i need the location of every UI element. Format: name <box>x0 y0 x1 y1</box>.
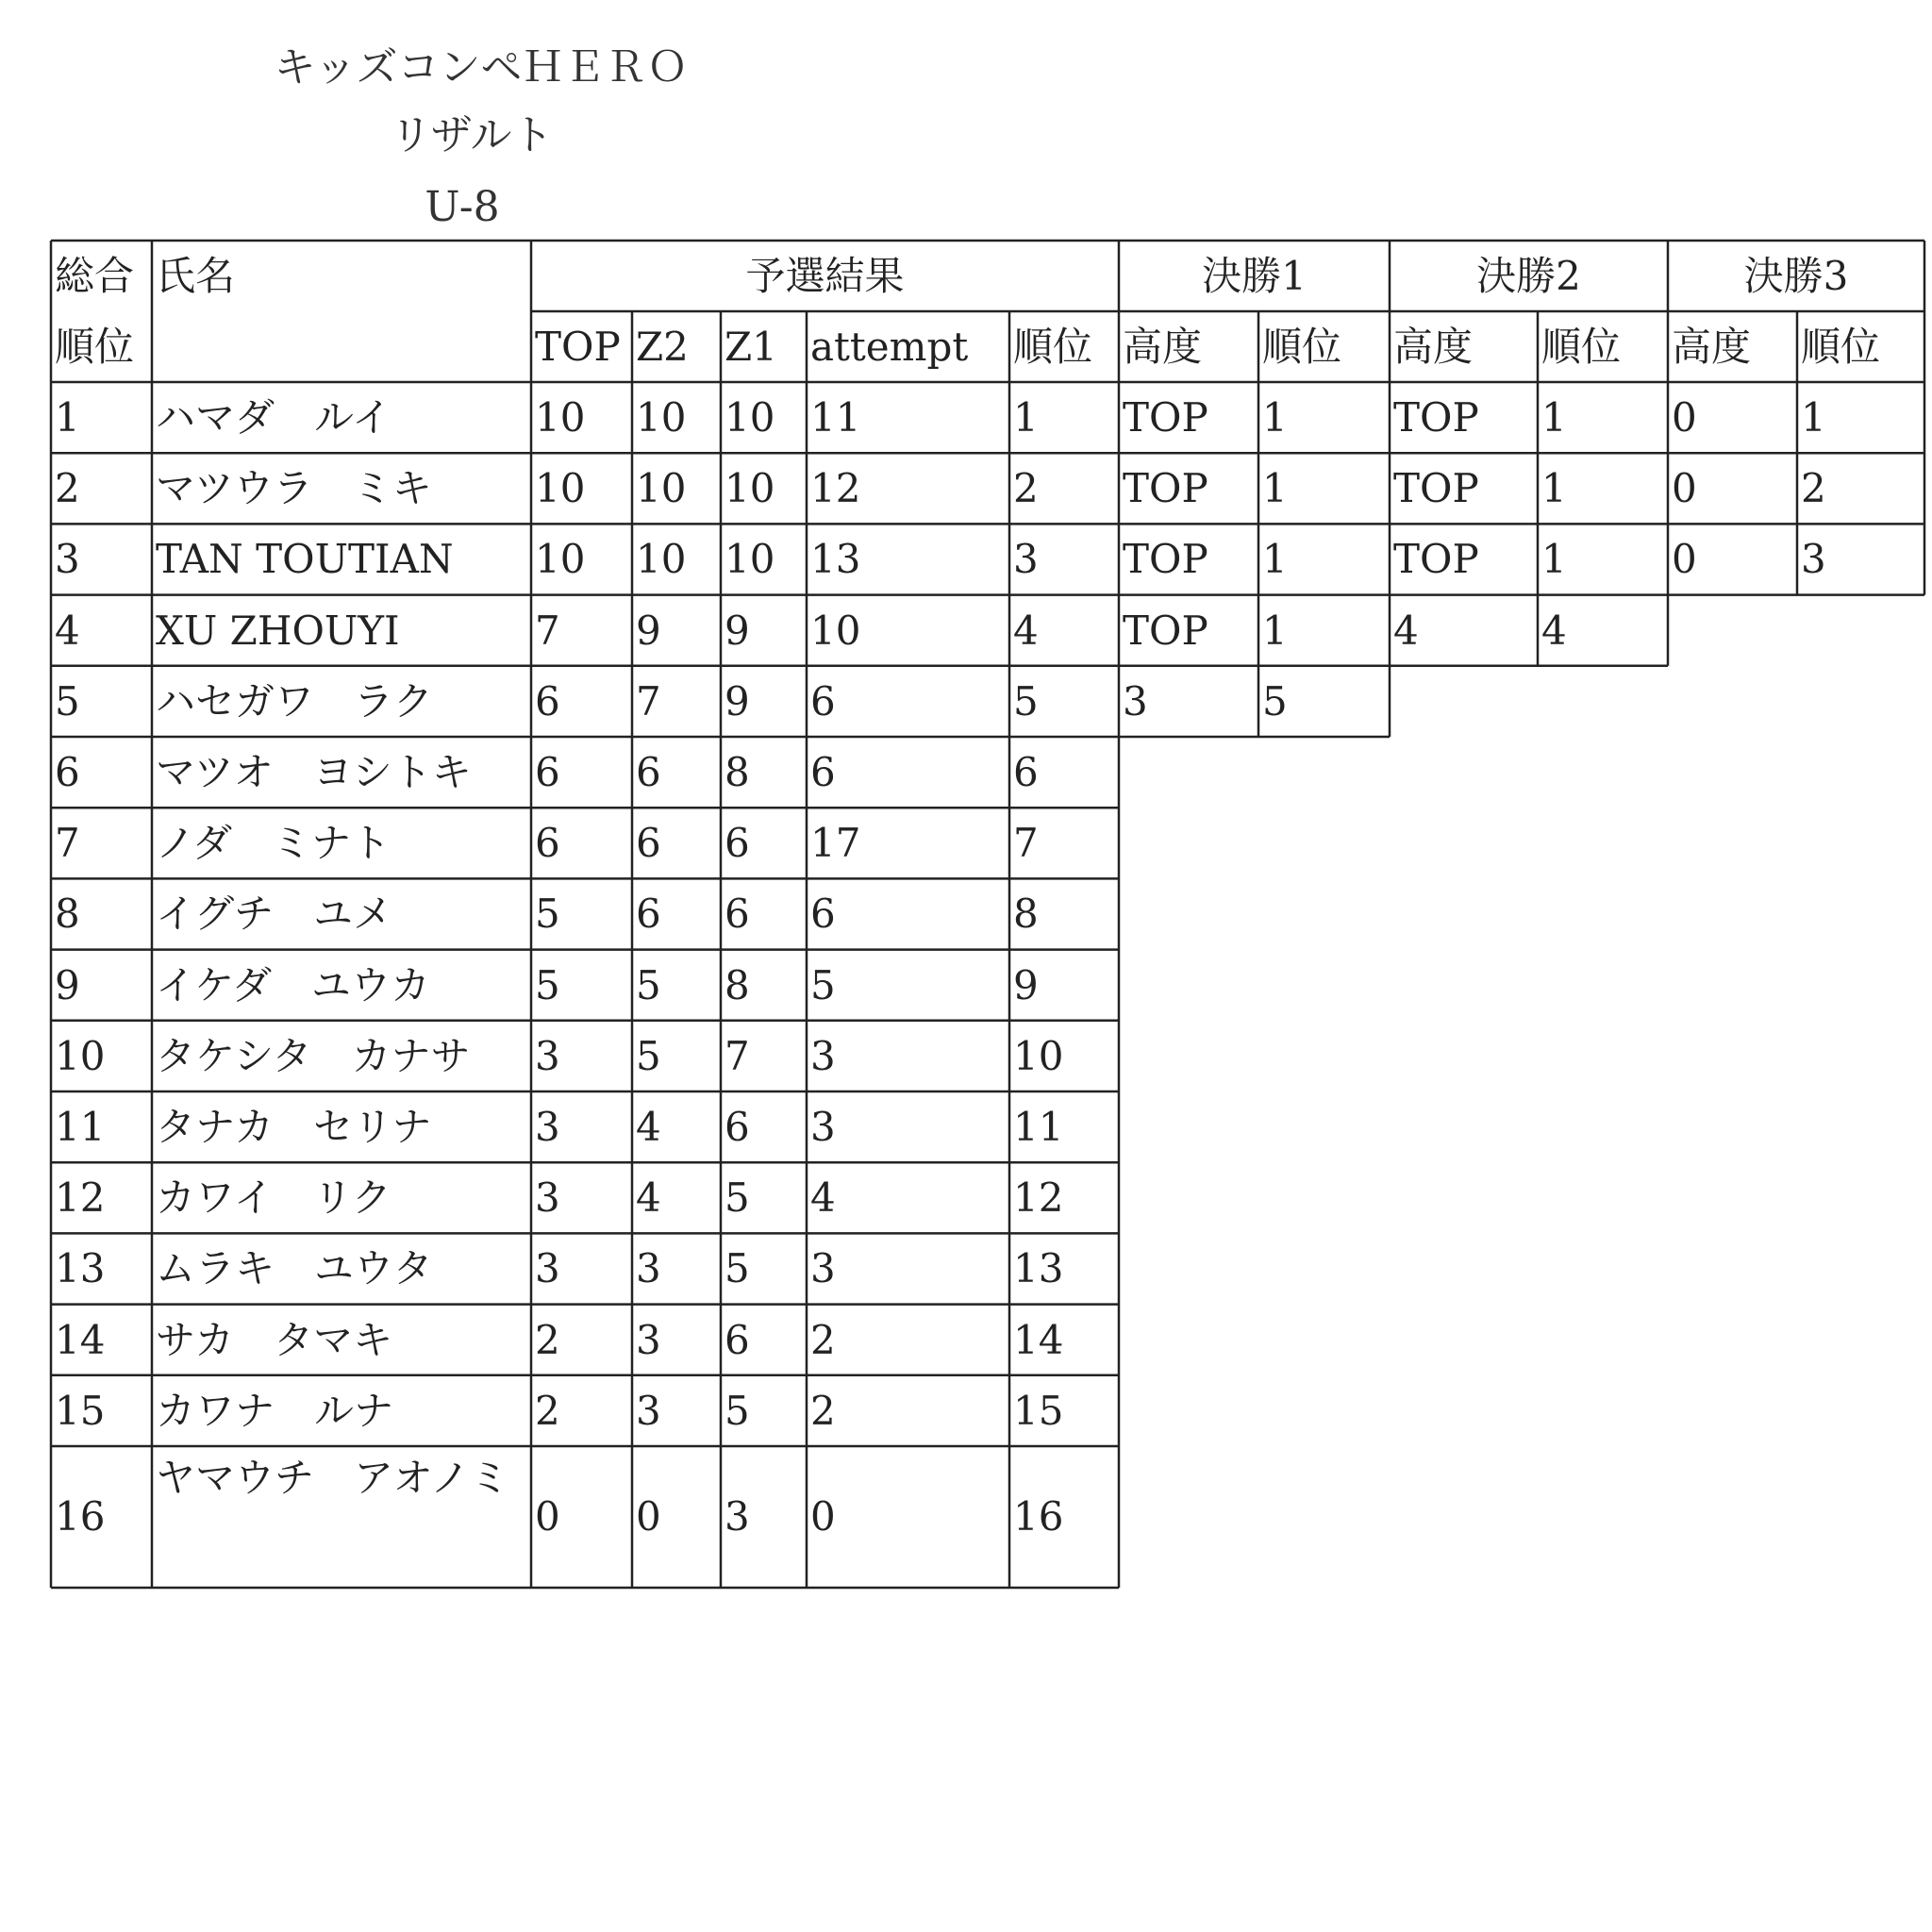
cell-f3r: 2 <box>1801 465 1826 512</box>
header-attempt: attempt <box>810 324 969 370</box>
cell-z2: 4 <box>636 1174 661 1222</box>
cell-f3h: 0 <box>1672 536 1697 583</box>
cell-f1h: TOP <box>1123 607 1208 654</box>
cell-f1r: 1 <box>1262 607 1288 654</box>
header-final-1: 決勝1 <box>1202 253 1307 299</box>
cell-name: マツオ ヨシトキ <box>156 749 472 795</box>
cell-attempt: 10 <box>810 607 861 654</box>
cell-overall: 10 <box>55 1032 106 1079</box>
cell-overall: 16 <box>55 1493 106 1540</box>
cell-top: 0 <box>535 1493 560 1540</box>
cell-z1: 9 <box>724 607 750 654</box>
header-top: TOP <box>535 324 621 370</box>
cell-overall: 1 <box>55 394 80 441</box>
cell-f2h: TOP <box>1393 465 1479 512</box>
cell-f2r: 1 <box>1541 465 1567 512</box>
cell-z2: 5 <box>636 961 661 1008</box>
cell-f1r: 1 <box>1262 536 1288 583</box>
header-qualifier-rank: 順位 <box>1013 324 1093 370</box>
cell-z2: 6 <box>636 820 661 867</box>
cell-f1h: TOP <box>1123 536 1208 583</box>
cell-overall: 13 <box>55 1245 106 1292</box>
cell-top: 3 <box>535 1032 560 1079</box>
cell-top: 6 <box>535 677 560 724</box>
results-subtitle: リザルト <box>390 111 554 159</box>
cell-z1: 10 <box>724 465 775 512</box>
cell-f2h: TOP <box>1393 536 1479 583</box>
cell-attempt: 6 <box>810 891 836 938</box>
cell-attempt: 11 <box>810 394 861 441</box>
cell-top: 6 <box>535 820 560 867</box>
cell-f1r: 1 <box>1262 465 1288 512</box>
cell-name: タナカ セリナ <box>156 1104 432 1150</box>
cell-top: 5 <box>535 891 560 938</box>
cell-attempt: 3 <box>810 1245 836 1292</box>
header-overall-rank-line2: 順位 <box>55 324 135 370</box>
cell-name: ハセガワ ラク <box>156 677 434 724</box>
cell-name: ハマダ ルイ <box>156 394 391 441</box>
cell-rank: 3 <box>1013 536 1039 583</box>
cell-name: TAN TOUTIAN <box>156 536 454 583</box>
cell-overall: 15 <box>55 1387 106 1434</box>
age-category: U-8 <box>425 183 500 231</box>
cell-z1: 3 <box>724 1493 750 1540</box>
cell-rank: 15 <box>1013 1387 1064 1434</box>
cell-attempt: 3 <box>810 1032 836 1079</box>
cell-z1: 9 <box>724 677 750 724</box>
header-final1-height: 高度 <box>1123 324 1203 370</box>
cell-overall: 8 <box>55 891 80 938</box>
cell-overall: 14 <box>55 1316 106 1363</box>
cell-attempt: 17 <box>810 820 861 867</box>
cell-rank: 2 <box>1013 465 1039 512</box>
header-final2-height: 高度 <box>1393 324 1474 370</box>
cell-z2: 10 <box>636 394 687 441</box>
cell-rank: 5 <box>1013 677 1039 724</box>
cell-f2r: 4 <box>1541 607 1567 654</box>
cell-attempt: 6 <box>810 749 836 795</box>
cell-top: 3 <box>535 1245 560 1292</box>
cell-attempt: 0 <box>810 1493 836 1540</box>
cell-f1h: TOP <box>1123 394 1208 441</box>
cell-overall: 6 <box>55 749 80 795</box>
cell-z1: 7 <box>724 1032 750 1079</box>
cell-rank: 7 <box>1013 820 1039 867</box>
cell-z2: 3 <box>636 1316 661 1363</box>
cell-attempt: 5 <box>810 961 836 1008</box>
cell-top: 3 <box>535 1174 560 1222</box>
cell-rank: 16 <box>1013 1493 1064 1540</box>
cell-f1r: 5 <box>1262 677 1288 724</box>
cell-rank: 8 <box>1013 891 1039 938</box>
cell-z1: 6 <box>724 1104 750 1150</box>
header-z1: Z1 <box>724 324 777 370</box>
cell-overall: 11 <box>55 1104 106 1150</box>
cell-z1: 10 <box>724 536 775 583</box>
cell-name: ヤマウチ アオノミ <box>156 1455 510 1501</box>
cell-z2: 6 <box>636 749 661 795</box>
header-name: 氏名 <box>156 253 236 299</box>
cell-name: タケシタ カナサ <box>156 1032 471 1079</box>
cell-name: マツウラ ミキ <box>156 465 432 512</box>
cell-overall: 12 <box>55 1174 106 1222</box>
cell-z2: 10 <box>636 536 687 583</box>
cell-z1: 8 <box>724 961 750 1008</box>
cell-f3h: 0 <box>1672 394 1697 441</box>
cell-attempt: 4 <box>810 1174 836 1222</box>
cell-z1: 5 <box>724 1245 750 1292</box>
cell-z2: 3 <box>636 1387 661 1434</box>
cell-top: 6 <box>535 749 560 795</box>
cell-z2: 7 <box>636 677 661 724</box>
cell-z1: 8 <box>724 749 750 795</box>
cell-rank: 10 <box>1013 1032 1064 1079</box>
cell-rank: 14 <box>1013 1316 1064 1363</box>
cell-attempt: 6 <box>810 677 836 724</box>
cell-z2: 0 <box>636 1493 661 1540</box>
cell-f2h: TOP <box>1393 394 1479 441</box>
cell-f1h: 3 <box>1123 677 1148 724</box>
cell-top: 10 <box>535 536 586 583</box>
cell-overall: 9 <box>55 961 80 1008</box>
header-final3-rank: 順位 <box>1801 324 1881 370</box>
cell-top: 3 <box>535 1104 560 1150</box>
cell-attempt: 3 <box>810 1104 836 1150</box>
cell-attempt: 12 <box>810 465 861 512</box>
cell-top: 5 <box>535 961 560 1008</box>
cell-f2r: 1 <box>1541 536 1567 583</box>
cell-top: 10 <box>535 394 586 441</box>
cell-attempt: 2 <box>810 1387 836 1434</box>
header-qualifier: 予選結果 <box>745 253 905 299</box>
cell-z1: 6 <box>724 820 750 867</box>
competition-title: キッズコンペＨＥＲＯ <box>274 43 689 92</box>
cell-overall: 7 <box>55 820 80 867</box>
cell-z2: 10 <box>636 465 687 512</box>
cell-overall: 5 <box>55 677 80 724</box>
cell-z2: 6 <box>636 891 661 938</box>
cell-overall: 3 <box>55 536 80 583</box>
cell-name: イグチ ユメ <box>156 891 393 938</box>
cell-rank: 11 <box>1013 1104 1064 1150</box>
cell-top: 2 <box>535 1316 560 1363</box>
cell-top: 7 <box>535 607 560 654</box>
cell-z1: 10 <box>724 394 775 441</box>
cell-f3h: 0 <box>1672 465 1697 512</box>
cell-z1: 6 <box>724 1316 750 1363</box>
header-final3-height: 高度 <box>1672 324 1752 370</box>
cell-z1: 6 <box>724 891 750 938</box>
cell-f2r: 1 <box>1541 394 1567 441</box>
cell-overall: 4 <box>55 607 80 654</box>
cell-rank: 13 <box>1013 1245 1064 1292</box>
cell-name: ノダ ミナト <box>156 820 391 867</box>
cell-rank: 9 <box>1013 961 1039 1008</box>
header-final-2: 決勝2 <box>1476 253 1581 299</box>
header-final-3: 決勝3 <box>1743 253 1849 299</box>
cell-f3r: 1 <box>1801 394 1826 441</box>
cell-name: XU ZHOUYI <box>156 607 400 654</box>
cell-z1: 5 <box>724 1174 750 1222</box>
cell-rank: 4 <box>1013 607 1039 654</box>
cell-overall: 2 <box>55 465 80 512</box>
cell-attempt: 13 <box>810 536 861 583</box>
header-final2-rank: 順位 <box>1541 324 1622 370</box>
cell-name: サカ タマキ <box>156 1316 393 1363</box>
cell-f1r: 1 <box>1262 394 1288 441</box>
cell-attempt: 2 <box>810 1316 836 1363</box>
cell-name: カワナ ルナ <box>156 1387 394 1434</box>
cell-name: カワイ リク <box>156 1174 391 1222</box>
cell-rank: 1 <box>1013 394 1039 441</box>
header-overall-rank: 総合 <box>55 253 135 299</box>
cell-rank: 6 <box>1013 749 1039 795</box>
cell-name: イケダ ユウカ <box>156 961 431 1008</box>
cell-z2: 3 <box>636 1245 661 1292</box>
cell-z2: 5 <box>636 1032 661 1079</box>
cell-rank: 12 <box>1013 1174 1064 1222</box>
cell-f2h: 4 <box>1393 607 1419 654</box>
cell-z2: 9 <box>636 607 661 654</box>
header-z2: Z2 <box>636 324 689 370</box>
header-final1-rank: 順位 <box>1262 324 1342 370</box>
cell-top: 2 <box>535 1387 560 1434</box>
cell-top: 10 <box>535 465 586 512</box>
cell-f3r: 3 <box>1801 536 1826 583</box>
cell-z2: 4 <box>636 1104 661 1150</box>
cell-name: ムラキ ユウタ <box>156 1245 433 1292</box>
cell-z1: 5 <box>724 1387 750 1434</box>
cell-f1h: TOP <box>1123 465 1208 512</box>
